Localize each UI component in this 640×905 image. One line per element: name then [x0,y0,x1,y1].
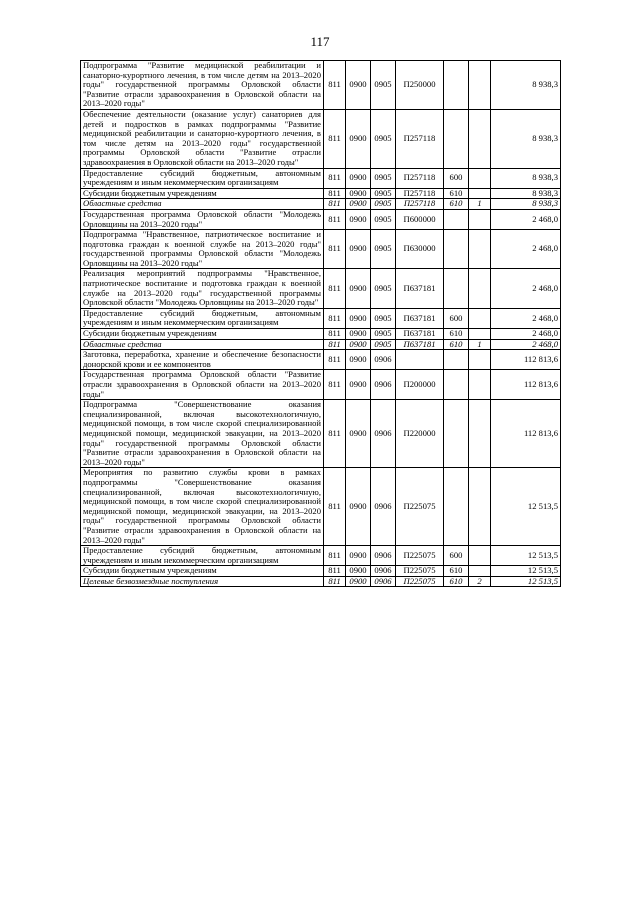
row-section-code: 0900 [346,370,371,400]
row-ministry-code: 811 [324,350,346,370]
row-ministry-code: 811 [324,329,346,340]
table-row [81,61,561,110]
row-expense-type [444,230,469,269]
row-subsection-code: 0905 [371,61,396,110]
table-row [81,400,561,468]
row-funding-source: 1 [469,339,491,350]
row-subsection-code: 0905 [371,199,396,210]
row-funding-source [469,230,491,269]
row-target-code: П250000 [396,61,444,110]
row-target-code: П637181 [396,269,444,308]
row-funding-source [469,546,491,566]
row-ministry-code: 811 [324,61,346,110]
table-row [81,370,561,400]
table-row [81,188,561,199]
row-amount: 112 813,6 [491,370,561,400]
row-description: Областные средства [81,339,324,350]
row-subsection-code: 0906 [371,546,396,566]
row-expense-type [444,350,469,370]
row-amount: 2 468,0 [491,329,561,340]
row-subsection-code: 0905 [371,339,396,350]
row-target-code: П637181 [396,308,444,328]
table-row [81,576,561,587]
row-description: Областные средства [81,199,324,210]
row-amount: 12 513,5 [491,576,561,587]
row-ministry-code: 811 [324,230,346,269]
row-description: Государственная программа Орловской области "Развитие отрасли здравоохранения в Орловской области на 2013–2020 годы" [81,370,324,400]
row-subsection-code: 0906 [371,370,396,400]
row-section-code: 0900 [346,400,371,468]
table-row [81,350,561,370]
row-funding-source [469,209,491,229]
row-section-code: 0900 [346,230,371,269]
row-section-code: 0900 [346,350,371,370]
table-body [81,61,561,587]
row-description: Предоставление субсидий бюджетным, автономным учреждениям и иным некоммерческим организациям [81,546,324,566]
row-subsection-code: 0905 [371,308,396,328]
row-target-code: П637181 [396,339,444,350]
row-amount: 8 938,3 [491,168,561,188]
table-row [81,230,561,269]
row-description: Обеспечение деятельности (оказание услуг) санаториев для детей и подростков в рамках подпрограммы "Развитие медицинской реабилитации и санаторно-курортного лечения, в том числе детям на 2013–2020 годы" государственной программы Орловской области "Развитие отрасли здравоохранения в Орловской области на 2013–2020 годы" [81,109,324,168]
row-amount: 2 468,0 [491,230,561,269]
row-ministry-code: 811 [324,566,346,577]
row-funding-source [469,350,491,370]
row-subsection-code: 0905 [371,329,396,340]
row-description: Субсидии бюджетным учреждениям [81,329,324,340]
table-row [81,199,561,210]
row-subsection-code: 0906 [371,350,396,370]
row-funding-source [469,566,491,577]
table-row [81,339,561,350]
row-subsection-code: 0905 [371,109,396,168]
row-expense-type [444,468,469,546]
row-expense-type: 600 [444,168,469,188]
row-ministry-code: 811 [324,576,346,587]
row-amount: 8 938,3 [491,199,561,210]
row-amount: 8 938,3 [491,188,561,199]
row-ministry-code: 811 [324,400,346,468]
page-number: 117 [310,34,330,49]
row-section-code: 0900 [346,329,371,340]
row-description: Заготовка, переработка, хранение и обеспечение безопасности донорской крови и ее компонентов [81,350,324,370]
row-ministry-code: 811 [324,109,346,168]
row-funding-source [469,109,491,168]
row-expense-type: 610 [444,566,469,577]
row-description: Подпрограмма "Нравственное, патриотическое воспитание и подготовка граждан к военной службе на 2013–2020 годы" государственной программы Орловской области "Молодежь Орловщины на 2013–2020 годы" [81,230,324,269]
row-target-code: П220000 [396,400,444,468]
row-funding-source [469,168,491,188]
row-subsection-code: 0905 [371,209,396,229]
row-section-code: 0900 [346,61,371,110]
row-expense-type [444,61,469,110]
row-description: Подпрограмма "Развитие медицинской реабилитации и санаторно-курортного лечения, в том числе детям на 2013–2020 годы" государственной программы Орловской области "Развитие отрасли здравоохранения в Орловской области на 2013–2020 годы" [81,61,324,110]
row-subsection-code: 0905 [371,230,396,269]
row-target-code: П225075 [396,566,444,577]
row-description: Предоставление субсидий бюджетным, автономным учреждениям и иным некоммерческим организациям [81,168,324,188]
row-section-code: 0900 [346,109,371,168]
row-section-code: 0900 [346,308,371,328]
row-expense-type: 610 [444,188,469,199]
row-ministry-code: 811 [324,209,346,229]
row-subsection-code: 0906 [371,576,396,587]
row-expense-type [444,209,469,229]
row-expense-type [444,370,469,400]
row-subsection-code: 0905 [371,269,396,308]
row-funding-source [469,400,491,468]
row-section-code: 0900 [346,566,371,577]
row-ministry-code: 811 [324,168,346,188]
row-amount: 2 468,0 [491,339,561,350]
row-expense-type: 610 [444,339,469,350]
row-target-code: П257118 [396,168,444,188]
row-ministry-code: 811 [324,269,346,308]
row-amount: 12 513,5 [491,566,561,577]
row-funding-source [469,61,491,110]
row-funding-source: 2 [469,576,491,587]
row-target-code: П225075 [396,576,444,587]
row-funding-source [469,308,491,328]
row-description: Целевые безвозмездные поступления [81,576,324,587]
row-description: Мероприятия по развитию службы крови в рамках подпрограммы "Совершенствование оказания специализированной, включая высокотехнологичную, медицинской помощи, в том числе скорой специализированной медицинской помощи, медицинской эвакуации, на 2013–2020 годы" государственной программы Орловской области "Развитие отрасли здравоохранения в Орловской области на 2013–2020 годы" [81,468,324,546]
table-row [81,566,561,577]
row-subsection-code: 0905 [371,188,396,199]
table-row [81,209,561,229]
table-row [81,109,561,168]
row-section-code: 0900 [346,269,371,308]
row-amount: 2 468,0 [491,269,561,308]
row-section-code: 0900 [346,468,371,546]
table-row [81,329,561,340]
row-expense-type: 610 [444,329,469,340]
row-expense-type: 610 [444,576,469,587]
table-row [81,308,561,328]
row-ministry-code: 811 [324,468,346,546]
row-amount: 12 513,5 [491,546,561,566]
row-ministry-code: 811 [324,308,346,328]
table-row [81,546,561,566]
row-funding-source [469,370,491,400]
row-expense-type: 600 [444,546,469,566]
row-section-code: 0900 [346,188,371,199]
row-funding-source [469,468,491,546]
row-target-code: П257118 [396,109,444,168]
table-row [81,468,561,546]
row-subsection-code: 0906 [371,400,396,468]
row-description: Субсидии бюджетным учреждениям [81,188,324,199]
row-amount: 8 938,3 [491,109,561,168]
row-section-code: 0900 [346,168,371,188]
row-subsection-code: 0906 [371,566,396,577]
table-row [81,269,561,308]
row-funding-source [469,269,491,308]
row-amount: 8 938,3 [491,61,561,110]
row-description: Реализация мероприятий подпрограммы "Нравственное, патриотическое воспитание и подготовка граждан к военной службе на 2013–2020 годы" государственной программы Орловской области "Молодежь Орловщины на 2013–2020 годы" [81,269,324,308]
row-section-code: 0900 [346,546,371,566]
row-expense-type [444,269,469,308]
row-amount: 112 813,6 [491,400,561,468]
row-amount: 2 468,0 [491,209,561,229]
row-expense-type [444,400,469,468]
row-ministry-code: 811 [324,370,346,400]
row-amount: 112 813,6 [491,350,561,370]
row-amount: 2 468,0 [491,308,561,328]
row-ministry-code: 811 [324,199,346,210]
row-section-code: 0900 [346,339,371,350]
row-ministry-code: 811 [324,339,346,350]
row-funding-source [469,188,491,199]
row-target-code: П200000 [396,370,444,400]
row-ministry-code: 811 [324,546,346,566]
row-description: Государственная программа Орловской области "Молодежь Орловщины на 2013–2020 годы" [81,209,324,229]
row-funding-source [469,329,491,340]
row-target-code: П225075 [396,546,444,566]
row-amount: 12 513,5 [491,468,561,546]
row-description: Субсидии бюджетным учреждениям [81,566,324,577]
row-target-code [396,350,444,370]
row-expense-type [444,109,469,168]
row-description: Предоставление субсидий бюджетным, автономным учреждениям и иным некоммерческим организациям [81,308,324,328]
row-section-code: 0900 [346,199,371,210]
row-ministry-code: 811 [324,188,346,199]
row-subsection-code: 0906 [371,468,396,546]
row-target-code: П225075 [396,468,444,546]
row-expense-type: 610 [444,199,469,210]
row-target-code: П257118 [396,199,444,210]
row-funding-source: 1 [469,199,491,210]
row-expense-type: 600 [444,308,469,328]
table-row [81,168,561,188]
row-target-code: П637181 [396,329,444,340]
row-subsection-code: 0905 [371,168,396,188]
row-target-code: П257118 [396,188,444,199]
budget-table [80,60,561,587]
row-description: Подпрограмма "Совершенствование оказания специализированной, включая высокотехнологичную, медицинской помощи, в том числе скорой специализированной медицинской помощи, медицинской эвакуации, на 2013–2020 годы" государственной программы Орловской области "Развитие отрасли здравоохранения в Орловской области на 2013–2020 годы" [81,400,324,468]
row-target-code: П600000 [396,209,444,229]
row-target-code: П630000 [396,230,444,269]
row-section-code: 0900 [346,209,371,229]
row-section-code: 0900 [346,576,371,587]
